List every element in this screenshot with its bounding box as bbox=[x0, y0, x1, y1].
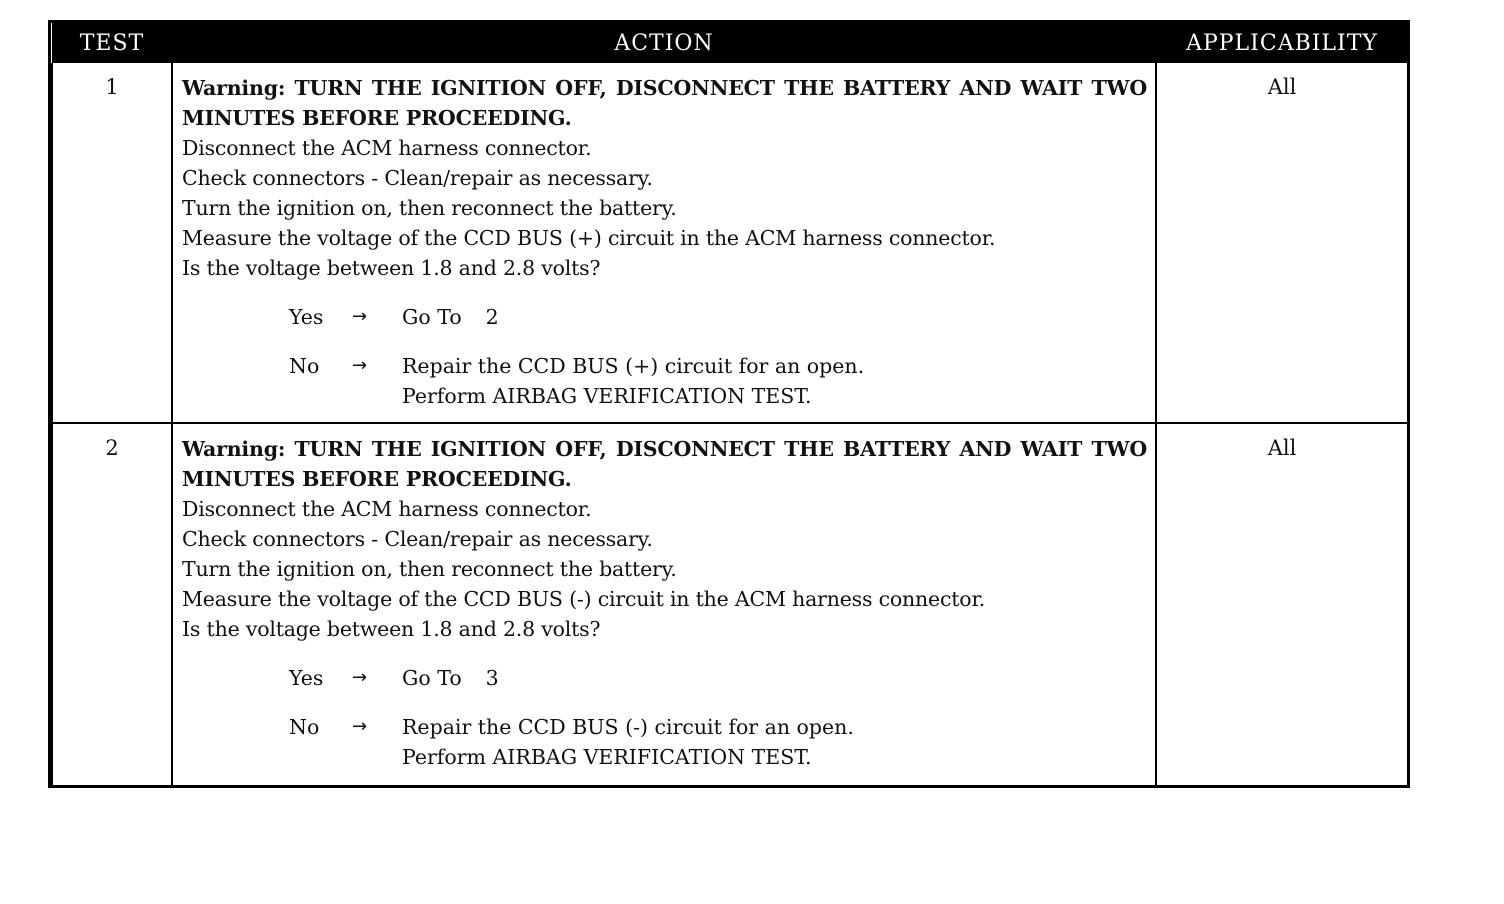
table-row bbox=[52, 63, 1408, 423]
action-cell bbox=[172, 63, 1156, 423]
test-number: 2 bbox=[52, 423, 172, 785]
goto-instruction bbox=[402, 663, 499, 693]
header-row bbox=[52, 23, 1408, 63]
header-action: ACTION bbox=[172, 23, 1156, 63]
step-line: Check connectors - Clean/repair as necessary. bbox=[182, 527, 653, 551]
header-test: TEST bbox=[52, 23, 172, 63]
question-line: Is the voltage between 1.8 and 2.8 volts? bbox=[182, 617, 601, 641]
no-result bbox=[402, 712, 854, 772]
warning-text: Warning: TURN THE IGNITION OFF, DISCONNECT THE BATTERY AND WAIT TWO MINUTES BEFORE PROCEEDING. bbox=[182, 437, 1147, 491]
right-arrow-icon: → bbox=[352, 716, 368, 737]
diagnostic-test-table-frame bbox=[48, 20, 1410, 788]
goto-instruction bbox=[402, 302, 499, 332]
step-line: Measure the voltage of the CCD BUS (-) circuit in the ACM harness connector. bbox=[182, 587, 986, 611]
diagnostic-test-table bbox=[51, 23, 1409, 785]
verification-instruction: Perform AIRBAG VERIFICATION TEST. bbox=[402, 745, 812, 769]
no-result bbox=[402, 351, 864, 411]
right-arrow-icon: → bbox=[352, 667, 368, 688]
goto-target: 3 bbox=[485, 666, 499, 690]
step-line: Disconnect the ACM harness connector. bbox=[182, 497, 592, 521]
header-applicability: APPLICABILITY bbox=[1156, 23, 1408, 63]
yes-branch bbox=[289, 663, 1147, 693]
step-line: Check connectors - Clean/repair as necessary. bbox=[182, 166, 653, 190]
question-line: Is the voltage between 1.8 and 2.8 volts? bbox=[182, 256, 601, 280]
no-branch bbox=[289, 351, 1147, 411]
step-line: Measure the voltage of the CCD BUS (+) circuit in the ACM harness connector. bbox=[182, 226, 996, 250]
verification-instruction: Perform AIRBAG VERIFICATION TEST. bbox=[402, 384, 812, 408]
repair-instruction: Repair the CCD BUS (-) circuit for an open. bbox=[402, 715, 854, 739]
action-cell bbox=[172, 423, 1156, 785]
test-number: 1 bbox=[52, 63, 172, 423]
no-label: No bbox=[289, 354, 320, 378]
yes-branch bbox=[289, 302, 1147, 332]
right-arrow-icon: → bbox=[352, 355, 368, 376]
yes-label: Yes bbox=[289, 666, 324, 690]
goto-label: Go To bbox=[402, 305, 462, 329]
goto-label: Go To bbox=[402, 666, 462, 690]
no-branch bbox=[289, 712, 1147, 772]
table-header bbox=[52, 23, 1408, 63]
table-row bbox=[52, 423, 1408, 785]
repair-instruction: Repair the CCD BUS (+) circuit for an open. bbox=[402, 354, 865, 378]
goto-target: 2 bbox=[485, 305, 499, 329]
warning-text: Warning: TURN THE IGNITION OFF, DISCONNECT THE BATTERY AND WAIT TWO MINUTES BEFORE PROCEEDING. bbox=[182, 76, 1147, 130]
applicability-value: All bbox=[1156, 423, 1408, 785]
step-line: Turn the ignition on, then reconnect the battery. bbox=[182, 196, 677, 220]
applicability-value: All bbox=[1156, 63, 1408, 423]
no-label: No bbox=[289, 715, 320, 739]
step-line: Turn the ignition on, then reconnect the battery. bbox=[182, 557, 677, 581]
step-line: Disconnect the ACM harness connector. bbox=[182, 136, 592, 160]
yes-label: Yes bbox=[289, 305, 324, 329]
right-arrow-icon: → bbox=[352, 306, 368, 327]
